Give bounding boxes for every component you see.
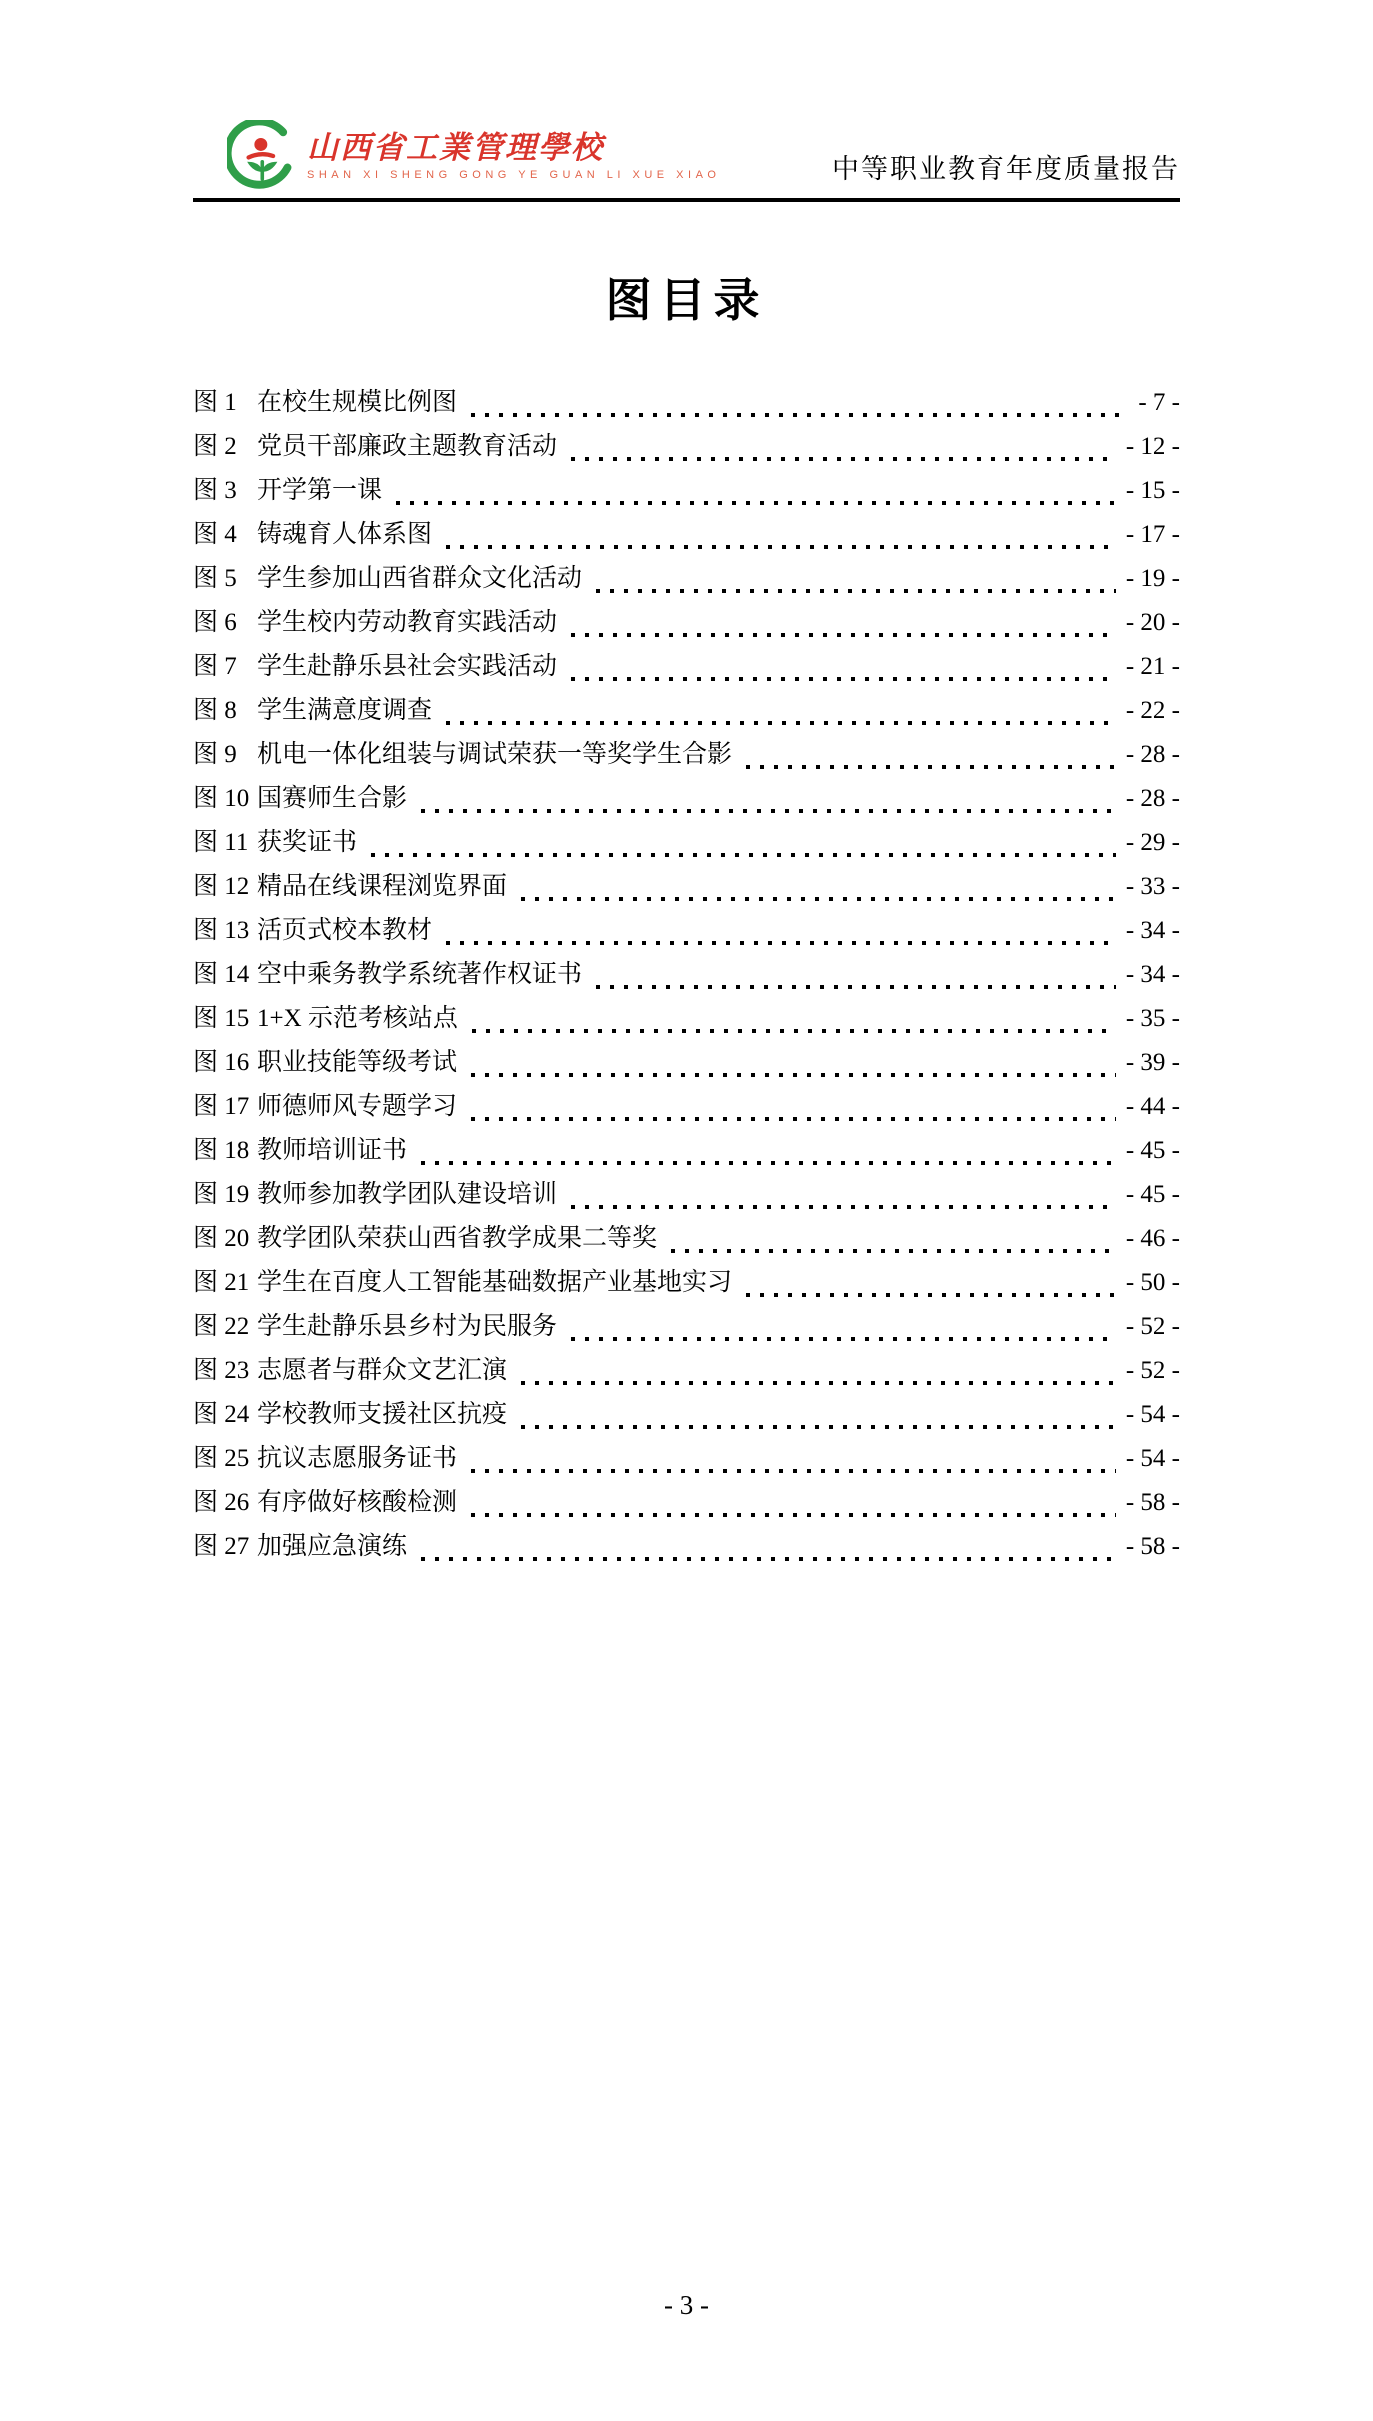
- toc-entry[interactable]: [193, 514, 1180, 558]
- toc-entry-label: 图 13: [193, 917, 250, 944]
- toc-entry-label: 图 21: [193, 1269, 250, 1296]
- toc-entry-page: - 44 -: [1125, 1093, 1180, 1120]
- toc-entry[interactable]: [193, 866, 1180, 910]
- toc-entry[interactable]: [193, 646, 1180, 690]
- school-logo: [227, 120, 720, 192]
- dot-leader: [396, 501, 1116, 505]
- toc-entry-title: 空中乘务教学系统著作权证书: [257, 961, 583, 988]
- toc-entry-page: - 58 -: [1125, 1489, 1180, 1516]
- toc-entry-title: 精品在线课程浏览界面: [257, 873, 508, 900]
- toc-entry-title: 师德师风专题学习: [257, 1093, 458, 1120]
- dot-leader: [446, 545, 1116, 549]
- toc-entry-title: 教师培训证书: [257, 1137, 408, 1164]
- dot-leader: [471, 413, 1128, 417]
- toc-entry-page: - 15 -: [1125, 477, 1180, 504]
- dot-leader: [571, 1205, 1116, 1209]
- report-title: 中等职业教育年度质量报告: [832, 154, 1180, 184]
- toc-entry-title: 在校生规模比例图: [257, 389, 458, 416]
- toc-entry-title: 活页式校本教材: [257, 917, 433, 944]
- dot-leader: [472, 1029, 1116, 1033]
- toc-entry-title: 职业技能等级考试: [257, 1049, 458, 1076]
- toc-entry-title: 抗议志愿服务证书: [257, 1445, 458, 1472]
- toc-entry[interactable]: [193, 470, 1180, 514]
- toc-entry-label: 图 24: [193, 1401, 250, 1428]
- toc-entry-title: 1+X 示范考核站点: [257, 1005, 458, 1032]
- toc-entry-title: 加强应急演练: [257, 1533, 408, 1560]
- toc-entry-page: - 33 -: [1125, 873, 1180, 900]
- toc-entry-title: 有序做好核酸检测: [257, 1489, 458, 1516]
- toc-entry-label: 图 23: [193, 1357, 250, 1384]
- toc-entry-page: - 34 -: [1125, 917, 1180, 944]
- toc-entry-page: - 52 -: [1125, 1357, 1180, 1384]
- toc-entry-label: 图 2: [193, 433, 237, 460]
- toc-entry-label: 图 6: [193, 609, 237, 636]
- toc-entry-page: - 54 -: [1125, 1445, 1180, 1472]
- school-name: 山西省工業管理學校: [307, 130, 604, 166]
- toc-entry[interactable]: [193, 690, 1180, 734]
- toc-entry-label: 图 10: [193, 785, 250, 812]
- toc-entry-page: - 54 -: [1125, 1401, 1180, 1428]
- dot-leader: [421, 809, 1116, 813]
- toc-entry-title: 学生校内劳动教育实践活动: [257, 609, 558, 636]
- toc-entry[interactable]: [193, 778, 1180, 822]
- toc-entry[interactable]: [193, 558, 1180, 602]
- toc-entry-label: 图 22: [193, 1313, 250, 1340]
- toc-entry-page: - 22 -: [1125, 697, 1180, 724]
- toc-entry-title: 学校教师支援社区抗疫: [257, 1401, 508, 1428]
- toc-entry-label: 图 8: [193, 697, 237, 724]
- dot-leader: [571, 457, 1116, 461]
- toc-entry-title: 国赛师生合影: [257, 785, 408, 812]
- toc-entry-page: - 50 -: [1125, 1269, 1180, 1296]
- toc-entry-page: - 28 -: [1125, 741, 1180, 768]
- toc-entry-label: 图 19: [193, 1181, 250, 1208]
- toc-entry-label: 图 14: [193, 961, 250, 988]
- toc-entry-title: 学生参加山西省群众文化活动: [257, 565, 583, 592]
- dot-leader: [746, 765, 1116, 769]
- toc-entry[interactable]: [193, 734, 1180, 778]
- toc-entry-page: - 35 -: [1125, 1005, 1180, 1032]
- toc-entry[interactable]: [193, 426, 1180, 470]
- toc-entry[interactable]: [193, 1394, 1180, 1438]
- dot-leader: [521, 897, 1116, 901]
- school-logo-icon: [227, 120, 299, 192]
- dot-leader: [446, 721, 1116, 725]
- page-title: 图目录: [605, 274, 768, 326]
- dot-leader: [746, 1293, 1116, 1297]
- toc-entry-label: 图 26: [193, 1489, 250, 1516]
- toc-entry-label: 图 9: [193, 741, 237, 768]
- dot-leader: [421, 1161, 1116, 1165]
- toc-entry-label: 图 11: [193, 829, 249, 856]
- toc-entry-page: - 19 -: [1125, 565, 1180, 592]
- toc-entry-page: - 21 -: [1125, 653, 1180, 680]
- toc-entry-label: 图 12: [193, 873, 250, 900]
- toc-entry[interactable]: [193, 1262, 1180, 1306]
- toc-entry-label: 图 17: [193, 1093, 250, 1120]
- toc-entry[interactable]: [193, 1130, 1180, 1174]
- toc-entry-title: 学生赴静乐县乡村为民服务: [257, 1313, 558, 1340]
- dot-leader: [596, 985, 1116, 989]
- toc-entry-label: 图 1: [193, 389, 237, 416]
- toc-entry-page: - 45 -: [1125, 1181, 1180, 1208]
- toc-entry[interactable]: [193, 998, 1180, 1042]
- toc-entry-page: - 29 -: [1125, 829, 1180, 856]
- toc-entry-label: 图 16: [193, 1049, 250, 1076]
- toc-entry[interactable]: [193, 910, 1180, 954]
- toc-entry-label: 图 15: [193, 1005, 250, 1032]
- toc-entry-label: 图 25: [193, 1445, 250, 1472]
- toc-entry-page: - 28 -: [1125, 785, 1180, 812]
- dot-leader: [596, 589, 1116, 593]
- toc-entry-label: 图 5: [193, 565, 237, 592]
- toc-entry-title: 教学团队荣获山西省教学成果二等奖: [257, 1225, 658, 1252]
- page-number: - 3 -: [664, 2290, 709, 2320]
- toc-entry-page: - 52 -: [1125, 1313, 1180, 1340]
- toc-entry-title: 开学第一课: [257, 477, 383, 504]
- toc-entry[interactable]: [193, 1174, 1180, 1218]
- toc-entry-label: 图 7: [193, 653, 237, 680]
- dot-leader: [421, 1557, 1116, 1561]
- toc-entry-page: - 12 -: [1125, 433, 1180, 460]
- toc-entry-page: - 46 -: [1125, 1225, 1180, 1252]
- toc-entry-label: 图 3: [193, 477, 237, 504]
- toc-entry-title: 机电一体化组装与调试荣获一等奖学生合影: [257, 741, 733, 768]
- toc-entry[interactable]: [193, 1482, 1180, 1526]
- dot-leader: [521, 1425, 1116, 1429]
- toc-entry-title: 教师参加教学团队建设培训: [257, 1181, 558, 1208]
- toc-entry-label: 图 27: [193, 1533, 250, 1560]
- toc-entry-title: 学生赴静乐县社会实践活动: [257, 653, 558, 680]
- dot-leader: [671, 1249, 1116, 1253]
- toc-entry-label: 图 20: [193, 1225, 250, 1252]
- page-header: [193, 0, 1180, 202]
- toc-entry-page: - 20 -: [1125, 609, 1180, 636]
- toc-entry[interactable]: [193, 822, 1180, 866]
- dot-leader: [571, 1337, 1116, 1341]
- toc-entry[interactable]: [193, 1218, 1180, 1262]
- dot-leader: [471, 1073, 1116, 1077]
- dot-leader: [571, 677, 1116, 681]
- toc-entry[interactable]: [193, 382, 1180, 426]
- toc-entry[interactable]: [193, 1350, 1180, 1394]
- toc-entry-page: - 34 -: [1125, 961, 1180, 988]
- dot-leader: [446, 941, 1116, 945]
- toc-entry-page: - 45 -: [1125, 1137, 1180, 1164]
- toc-entry[interactable]: [193, 1086, 1180, 1130]
- toc-entry[interactable]: [193, 1526, 1180, 1570]
- toc-entry-title: 铸魂育人体系图: [257, 521, 433, 548]
- toc-entry-title: 志愿者与群众文艺汇演: [257, 1357, 508, 1384]
- toc-entry-title: 获奖证书: [257, 829, 358, 856]
- toc-list: [193, 382, 1180, 1570]
- dot-leader: [571, 633, 1116, 637]
- toc-entry-label: 图 18: [193, 1137, 250, 1164]
- school-name-pinyin: SHAN XI SHENG GONG YE GUAN LI XUE XIAO: [307, 168, 721, 181]
- school-logo-text: [307, 131, 720, 180]
- dot-leader: [371, 853, 1116, 857]
- toc-entry-title: 学生在百度人工智能基础数据产业基地实习: [257, 1269, 733, 1296]
- toc-entry-title: 学生满意度调查: [257, 697, 433, 724]
- dot-leader: [471, 1513, 1116, 1517]
- toc-entry-page: - 17 -: [1125, 521, 1180, 548]
- toc-entry-page: - 39 -: [1125, 1049, 1180, 1076]
- toc-entry-page: - 7 -: [1138, 389, 1180, 416]
- toc-entry-label: 图 4: [193, 521, 237, 548]
- toc-entry-page: - 58 -: [1125, 1533, 1180, 1560]
- dot-leader: [471, 1117, 1116, 1121]
- toc-entry[interactable]: [193, 602, 1180, 646]
- toc-entry-title: 党员干部廉政主题教育活动: [257, 433, 558, 460]
- toc-entry[interactable]: [193, 1042, 1180, 1086]
- dot-leader: [471, 1469, 1116, 1473]
- toc-entry[interactable]: [193, 1438, 1180, 1482]
- dot-leader: [521, 1381, 1116, 1385]
- toc-entry[interactable]: [193, 954, 1180, 998]
- toc-entry[interactable]: [193, 1306, 1180, 1350]
